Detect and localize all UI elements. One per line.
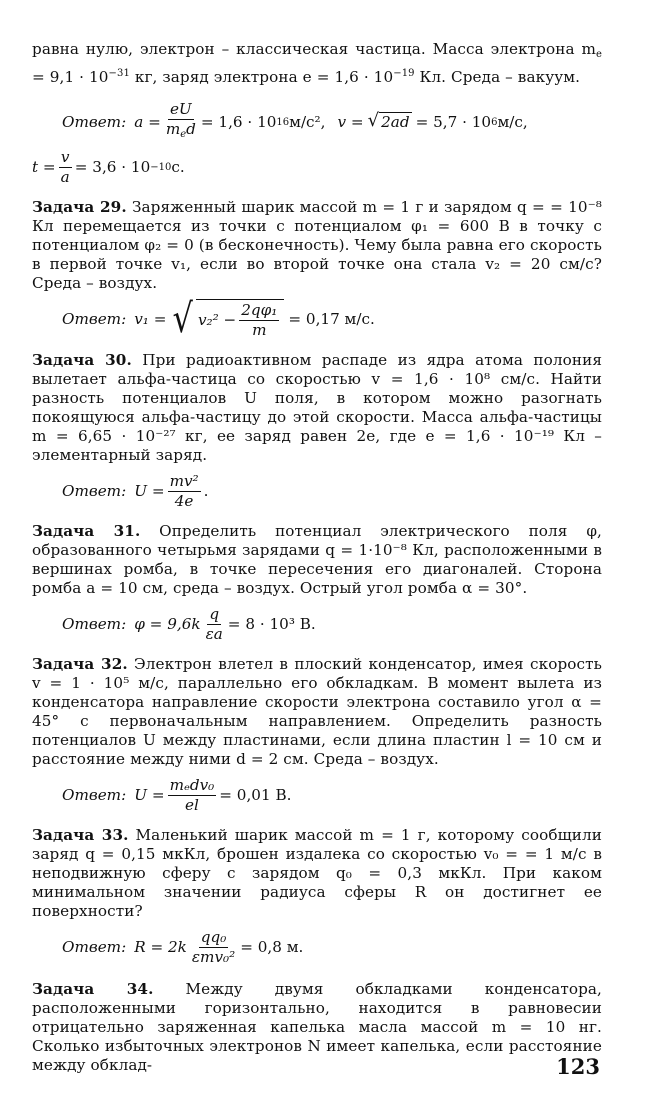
task-34-title: Задача 34. bbox=[32, 980, 154, 998]
formula-v: v = √ 2ad = 5,7 · 10 6 м/с, bbox=[337, 110, 528, 131]
task-33-title: Задача 33. bbox=[32, 826, 129, 844]
page-content bbox=[32, 40, 602, 1075]
answer-32: Ответ: U = $\frac{\text{mₑdv₀}}{el}$ = 0,01 В. bbox=[62, 776, 292, 814]
answer-28-line1 bbox=[62, 101, 602, 143]
formula-a: a = $\frac{eU}{m_ed}$ bbox=[134, 100, 196, 140]
task-29: Задача 29. Заряженный шарик массой m = 1 г и зарядом q = = 10⁻⁸ Кл перемещается из точки с потенциалом φ₁ = 600 В в точку с потенциалом φ₂ = 0 (в бесконечность). Чему была равна его скорость в первой точке v₁, если во второй точке она стала v₂ = 20 см/с? Среда – воздух. bbox=[32, 198, 602, 292]
task-32-title: Задача 32. bbox=[32, 655, 128, 673]
answer-29: Ответ: v₁ = √ v₂² − $\frac{\text{2qφ₁}}{m}$ = 0,17 м/с. bbox=[62, 296, 375, 342]
page-number: 123 bbox=[556, 1054, 600, 1079]
formula-t: t = $\frac{v}{a}$ = 3,6 · 10 −10 с. bbox=[32, 148, 185, 186]
formula-a-value: = 1,6 · 10 16 м/с², bbox=[200, 112, 326, 131]
task-30: Задача 30. При радиоактивном распаде из ядра атома полония вылетает альфа-частица со скоростью v = 1,6 · 10⁸ см/с. Найти разность потенциалов U поля, в котором можно разогнать покоящуюся альфа-частицу до этой скорости. Масса альфа-частицы m = 6,65 · 10⁻²⁷ кг, ее заряд равен 2e, где e = 1,6 · 10⁻¹⁹ Кл – элементарный заряд. bbox=[32, 351, 602, 464]
task-31: Задача 31. Определить потенциал электрического поля φ, образованного четырьмя зарядами q = 1·10⁻⁸ Кл, расположенными в вершинах ромба, в точке пересечения его диагоналей. Сторона ромба a = 10 см, среда – воздух. Острый угол ромба α = 30°. bbox=[32, 522, 602, 597]
answer-33: Ответ: R = 2k $\frac{\text{qq₀}}{\text{εmv₀²}}$ = 0,8 м. bbox=[62, 928, 304, 966]
task-33: Задача 33. Маленький шарик массой m = 1 г, которому сообщили заряд q = 0,15 мкКл, брошен издалека со скоростью v₀ = = 1 м/с в неподвижную сферу с зарядом q₀ = 0,3 мкКл. При каком минимальном значении радиуса сферы R он достигнет ее поверхности? bbox=[32, 826, 603, 920]
task-34: Задача 34. Между двумя обкладками конденсатора, расположенными горизонтально, находится в равновесии отрицательно заряженная капелька масла массой m = 10 нг. Сколько избыточных электронов N имеет капелька, если расстояние между обклад- bbox=[32, 980, 602, 1074]
answer-30: Ответ: U = $\frac{\text{mv²}}{4e}$ . bbox=[62, 472, 209, 510]
answer-label: Ответ: bbox=[62, 112, 127, 131]
intro-paragraph: равна нулю, электрон – классическая частица. Масса электрона $m_e = 9,1 \cdot 10^{-31}$ кг, заряд электрона $e = 1,6 \cdot 10^{-19}$ Кл. Среда – вакуум. bbox=[32, 40, 602, 86]
answer-28-line2 bbox=[32, 149, 602, 186]
task-29-title: Задача 29. bbox=[32, 198, 127, 216]
task-32: Задача 32. Электрон влетел в плоский конденсатор, имея скорость v = 1 · 10⁵ м/с, параллельно его обкладкам. В момент вылета из конденсатора направление скорости электрона составило угол α = 45° с первоначальным направлением. Определить разность потенциалов U между пластинами, если длина пластин l = 10 см и расстояние между ними d = 2 см. Среда – воздух. bbox=[32, 655, 602, 768]
task-30-title: Задача 30. bbox=[32, 351, 132, 369]
answer-31: Ответ: φ = 9,6k $\frac{q}{\varepsilon a}$ = 8 · 10³ В. bbox=[62, 605, 316, 643]
task-31-title: Задача 31. bbox=[32, 522, 141, 540]
